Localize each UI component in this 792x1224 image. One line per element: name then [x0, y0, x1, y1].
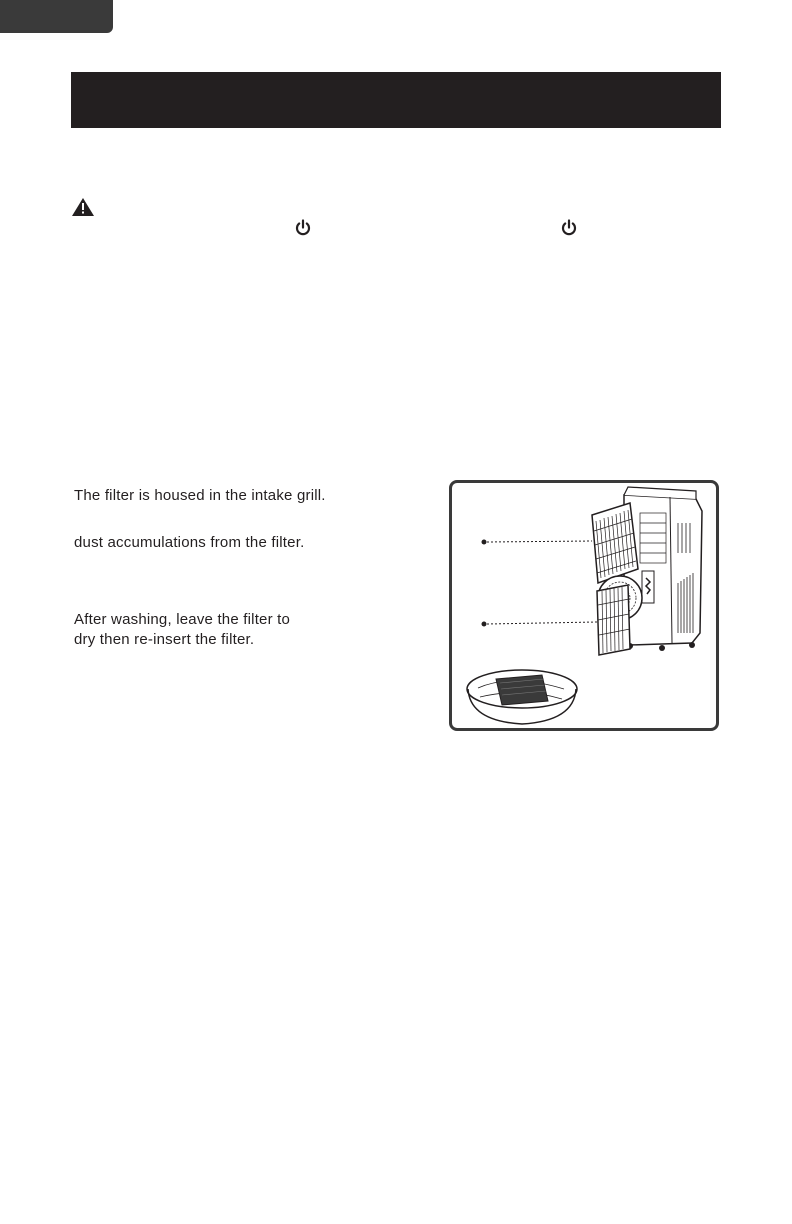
warning-triangle-icon [72, 198, 94, 216]
filter-location-text: The filter is housed in the intake grill. [74, 487, 326, 504]
page-corner-tab [0, 0, 113, 33]
filter-dry-text-2: dry then re-insert the filter. [74, 631, 255, 648]
air-conditioner-icon [452, 483, 716, 728]
power-icon [294, 219, 312, 237]
wash-basin-icon [467, 670, 577, 724]
power-icon [560, 219, 578, 237]
filter-panel-icon [592, 503, 638, 583]
filter-illustration [449, 480, 719, 731]
filter-dry-text-1: After washing, leave the filter to [74, 611, 291, 628]
section-header-bar [71, 72, 721, 128]
filter-panel-icon [597, 585, 630, 655]
filter-dust-text: dust accumulations from the filter. [74, 534, 305, 551]
